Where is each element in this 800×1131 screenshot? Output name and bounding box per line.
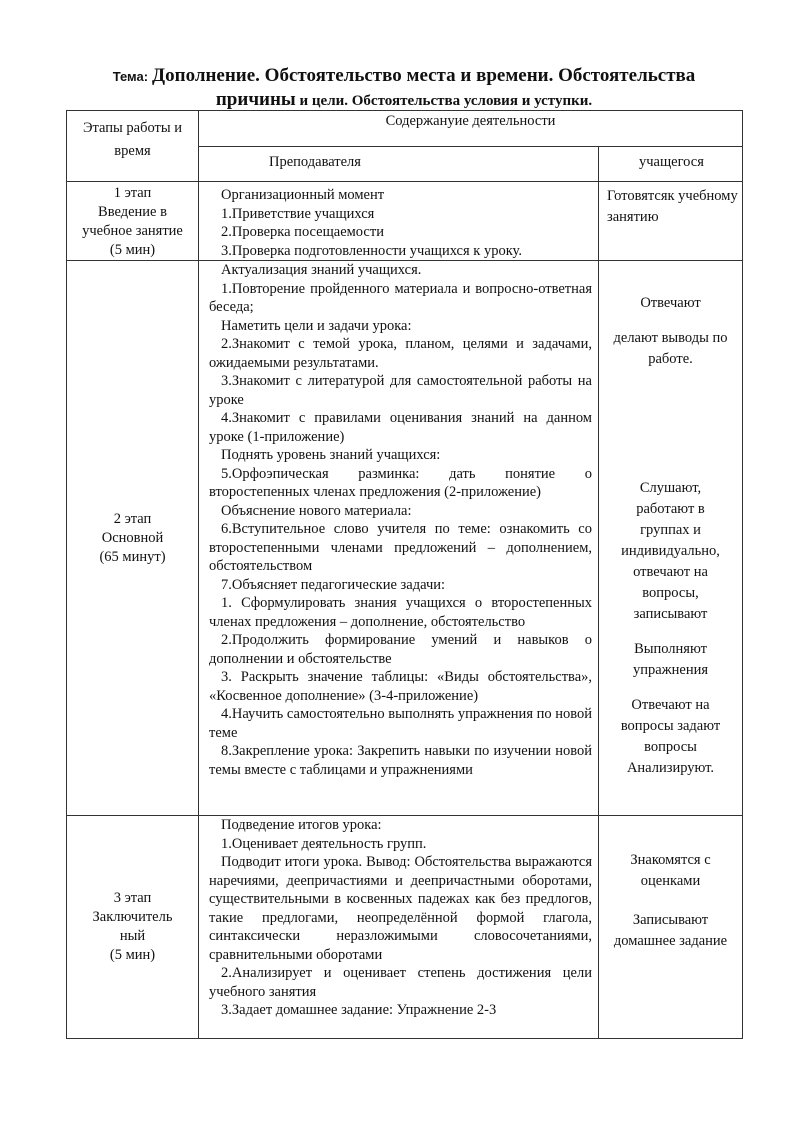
teacher-activity-item: 1. Сформулировать знания учащихся о второстепенных членах предложения – дополнение, обстоятельство <box>209 595 592 630</box>
teacher-activity-item: 3. Раскрыть значение таблицы: «Виды обстоятельства», «Косвенное дополнение» (3-4-приложение) <box>209 669 592 704</box>
teacher-activity-item: 1.Приветствие учащихся <box>221 205 375 222</box>
student-activity-item: Отвечают на вопросы задают вопросы Анализируют. <box>620 697 721 776</box>
teacher-activity-item: 1.Оценивает деятельность групп. <box>221 835 427 852</box>
title-second-emphasis: причины <box>215 89 296 110</box>
header-student: учащегося <box>599 146 743 182</box>
teacher-activity-item: 2.Проверка посещаемости <box>221 224 384 240</box>
student-activity-item: Выполняют упражнения <box>632 641 709 678</box>
header-teacher: Преподавателя <box>199 146 599 182</box>
stage-line: Основной <box>101 529 164 546</box>
teacher-activity-item: 2.Анализирует и оценивает степень достижения цели учебного занятия <box>209 965 592 1000</box>
teacher-activity-item: 3.Задает домашнее задание: Упражнение 2-3 <box>221 1002 497 1018</box>
header-stages: Этапы работы и время <box>67 111 199 182</box>
title-label: Тема: <box>112 69 149 84</box>
teacher-activity-item: 6.Вступительное слово учителя по теме: ознакомить со второстепенными членами предложений – дополнением, обстоятельством <box>209 521 592 574</box>
student-activity-cell <box>599 182 743 261</box>
teacher-activity-item: Поднять уровень знаний учащихся: <box>221 447 441 463</box>
teacher-activity-item: Организационный момент <box>221 187 385 203</box>
teacher-activity-item: 8.Закрепление урока: Закрепить навыки по изучении новой темы вместе с таблицами и упражнениями <box>209 743 592 778</box>
stage-line: Заключитель <box>92 909 173 925</box>
teacher-activity-item: Подводит итоги урока. Вывод: Обстоятельства выражаются наречиями, деепричастиями и деепричастными оборотами, существительными в косвенных падежах как без предлогов, такие предлогами, неопределённой формой глагола, синтаксически неразложимыми словосочетаниями, сравнительными оборотами <box>209 854 592 963</box>
title-main: Дополнение. Обстоятельство места и времени. Обстоятельства <box>152 65 696 86</box>
teacher-activity-item: 3.Проверка подготовленности учащихся к уроку. <box>221 242 522 259</box>
teacher-activity-item: 3.Знакомит с литературой для самостоятельной работы на уроке <box>209 373 592 408</box>
student-activity-item: Готовятсяк учебному занятию <box>607 188 738 225</box>
stage-line: (5 мин) <box>109 242 156 258</box>
student-activity-item: делают выводы по работе. <box>613 330 728 367</box>
teacher-activity-item: 7.Объясняет педагогические задачи: <box>221 576 446 593</box>
teacher-activity-item: Подведение итогов урока: <box>221 817 382 833</box>
stage-cell <box>67 182 199 261</box>
lesson-plan-table <box>66 110 743 1039</box>
teacher-activity-item: 2.Продолжить формирование умений и навыков о дополнении и обстоятельстве <box>209 632 592 667</box>
student-activity-item: Записывают домашнее задание <box>613 912 728 949</box>
teacher-activity-item: 2.Знакомит с темой урока, планом, целями и задачами, ожидаемыми результатами. <box>209 336 592 371</box>
teacher-activity-item: 4.Научить самостоятельно выполнять упражнения по новой теме <box>209 706 593 741</box>
stage-line: (5 мин) <box>109 947 156 963</box>
stage-line: учебное занятие <box>82 223 183 239</box>
document-title <box>66 64 742 113</box>
teacher-activity-item: Наметить цели и задачи урока: <box>221 317 412 334</box>
stage-line: 2 этап <box>113 510 152 527</box>
stage-line: 1 этап <box>113 185 152 201</box>
header-content: Содержануие деятельности <box>199 111 743 147</box>
stage-cell <box>67 261 199 816</box>
student-activity-item: Отвечают <box>640 295 701 311</box>
teacher-activity-cell <box>199 261 599 816</box>
stage-line: Введение в <box>98 204 167 220</box>
teacher-activity-cell <box>199 816 599 1039</box>
title-second-rest: и цели. Обстоятельства условия и уступки. <box>295 93 593 109</box>
stage-line: 3 этап <box>113 890 152 906</box>
table-row <box>67 182 743 261</box>
teacher-activity-cell <box>199 182 599 261</box>
student-activity-item: Знакомятся с оценками <box>630 852 711 889</box>
teacher-activity-item: Актуализация знаний учащихся. <box>221 262 422 278</box>
table-row <box>67 261 743 816</box>
teacher-activity-item: 1.Повторение пройденного материала и вопросно-ответная беседа; <box>209 280 592 315</box>
stage-line: ный <box>119 928 146 944</box>
teacher-activity-item: 4.Знакомит с правилами оценивания знаний на данном уроке (1-приложение) <box>209 410 592 445</box>
student-activity-item: Слушают, работают в группах и индивидуально, отвечают на вопросы, записывают <box>621 480 720 622</box>
student-activity-cell <box>599 261 743 816</box>
table-row <box>67 816 743 1039</box>
teacher-activity-item: 5.Орфоэпическая разминка: дать понятие о второстепенных членах предложения (2-приложение) <box>209 465 592 500</box>
student-activity-cell <box>599 816 743 1039</box>
teacher-activity-item: Объяснение нового материала: <box>221 502 412 519</box>
stage-line: (65 минут) <box>99 548 166 565</box>
stage-cell <box>67 816 199 1039</box>
